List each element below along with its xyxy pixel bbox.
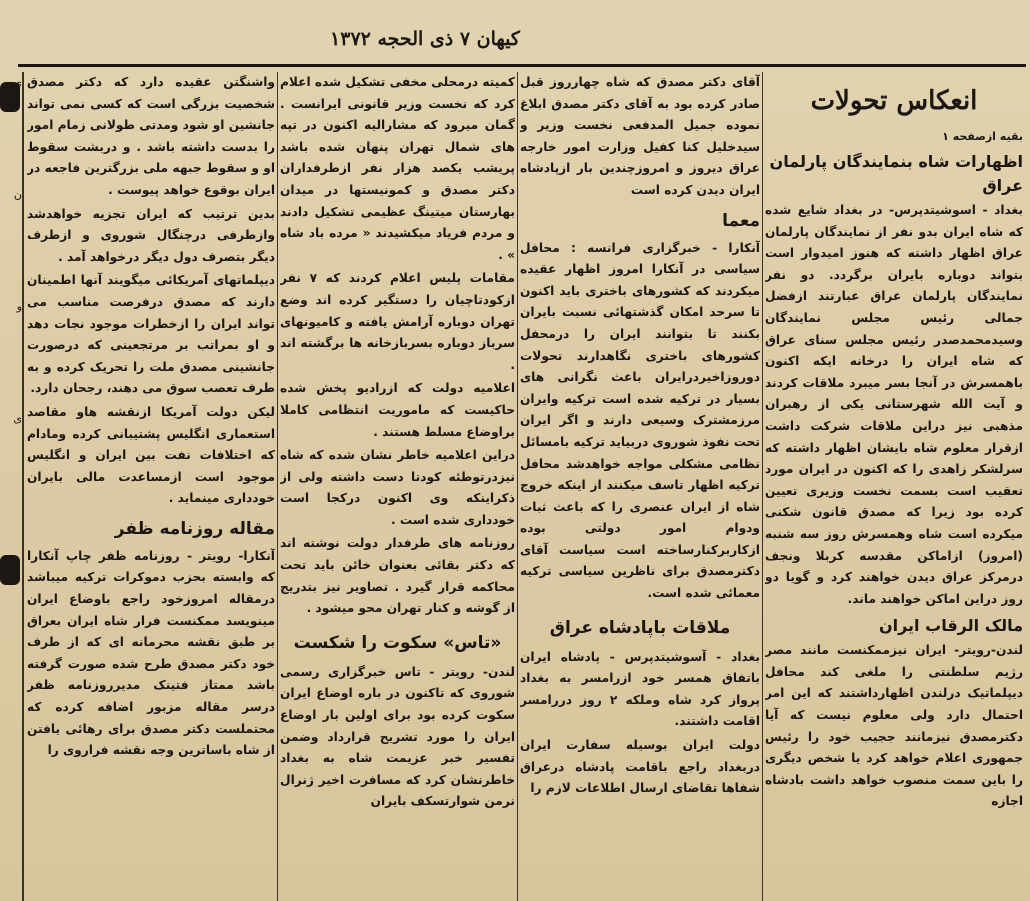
article-text: آنکارا - خبرگزاری فرانسه : محافل سیاسی در آنکارا امروز اظهار عقیده میکردند که کشورهای باختری باید اکنون تا سرحد امکان گذشتهائی نسبت بایران بکنند تا بتوانند ایران را درمحفل کشورهای باختری نگاهدارند تحولات دوروزاخیردرایران باعث نگرانی های بسیار در ترکیه شده است ترکیه وایران مرزمشترک وسیعی دارند و اگر ایران تحت نفوذ شوروی دربیاید ترکیه بامسائل نظامی مشکلی مواجه خواهدشد محافل ترکیه اظهار تاسف میکنند از اینکه خروج شاه از ایران عنصری را که باعث ثبات ودوام امور دولتی بوده ازکاربرکنارساخته است سیاست آقای دکترمصدق برای ناظرین سیاسی ترکیه معمائی شده است. xyxy=(520,240,760,601)
column-2 xyxy=(520,72,760,901)
column-rule xyxy=(277,72,278,901)
article-text: واشنگتن عقیده دارد که دکتر مصدق شخصیت بزرگی است که کسی نمی تواند جانشین او شود ومدتی طولانی زمام امور را بدست داشته باشد . و دربشت سقوط او و سقوط جبهه ملی بزرگترین فاجعه در ایران بوقوع خواهد پیوست . xyxy=(27,75,275,197)
column-rule xyxy=(22,72,24,901)
section-title: مالک الرقاب ایران xyxy=(878,616,1023,636)
section-title: معما xyxy=(722,210,760,231)
column-rule xyxy=(517,72,518,901)
edge-char: ی xyxy=(13,412,22,425)
masthead: کیهان ۷ ذی الحجه ۱۳۷۲ xyxy=(330,28,520,50)
column-4 xyxy=(27,72,275,901)
article-text: مقامات پلیس اعلام کردند که ۷ نفر ازکودتاچیان را دستگیر کرده اند وضع تهران دوباره آرامش یافته و کامیونهای سرباز دوباره بسربازخانه ها برگشته اند . xyxy=(280,271,515,372)
article-text: لندن-رویتر- ایران نیزممکنست مانند مصر رژیم سلطنتی را ملغی کند محافل دیپلماتیک درلندن اظهارداشتند که این امر احتمال دارد ولی معلوم نیست که آیا دکترمصدق نیزمانند ججیب خود را رئیس جمهوری اعلام خواهد کرد یا شخص دیگری را باین سمت منصوب خواهد داشت بادشاه اجازه xyxy=(765,643,1023,809)
article-text: دیپلماتهای آمریکائی میگویند آنها اطمینان دارند که مصدق درفرصت مناسب می تواند ایران را ازخطرات موجود نجات دهد و او بمراتب بر مرتجعینی که درصورت جانشینی مصدق ملت را تحریک کرده و به طرف تعصب سوق می دهند، رجحان دارد. xyxy=(27,273,275,396)
article-text: دولت ایران بوسیله سفارت ایران دربغداد راجع باقامت پادشاه درعراق شفاها تقاضای ارسال اطلاعات لازم را xyxy=(520,738,760,796)
article-text: لندن- رویتر - تاس خبرگزاری رسمی شوروی که تاکنون در باره اوضاع ایران سکوت کرده بود برای اولین بار اوضاع ایران را مورد تشریح قرارداد وضمن تفسیر خبر عزیمت شاه به بغداد خاطرنشان کرد که مسافرت اخیر ژنرال نرمن شوارتسکف بایران xyxy=(280,664,515,809)
main-headline: انعکاس تحولات xyxy=(810,86,978,116)
edge-char: و xyxy=(16,300,22,313)
section-title: مقاله روزنامه ظفر xyxy=(114,518,275,539)
article-text: دراین اعلامیه خاطر نشان شده که شاه نیزدرتوطئه کودتا دست داشته ولی از ذکراینکه وی اکنون درکجا است خودداری شده است . xyxy=(280,448,515,527)
article-text: بدین ترتیب که ایران تجزیه خواهدشد وازطرفی درچنگال شوروی و ازطرف دیگر بتصرف دول دیگر درخواهد آمد . xyxy=(27,206,275,264)
column-1 xyxy=(765,72,1023,901)
column-rule xyxy=(762,72,763,901)
top-rule xyxy=(18,64,1026,67)
article-text: اعلامیه دولت که ازرادیو پخش شده حاکیست که ماموریت انتظامی کاملا براوضاع مسلط هستند . xyxy=(280,381,515,439)
edge-fragment xyxy=(0,72,22,901)
article-text: بغداد - اسوشیتدپرس- در بغداد شایع شده که شاه ایران بدو نفر از نمایندگان پارلمان عراق اظهار داشته که هنوز امیدوار است بتواند دوباره بایران برگردد. دو نفر نمایندگان پارلمان عراق عبارتند ازفضل جمالی رئیس مجلس نمایندگان وسیدمحمدصدر رئیس مجلس سنای عراق که شاه ایران را درخانه ایکه اکنون باهمسرش در آنجا بسر میبرد ملاقات کردند و آیت الله شهرستانی یکی از رهبران مذهبی نیز دراین ملاقات شرکت داشت ازقرار معلوم شاه بایشان اظهار داشته که سرلشکر زاهدی را که اکنون در ایران مورد تعقیب است بسمت نخست وزیری تعیین کرده بود زیرا که مصدق قانون شکنی میکرده است شاه وهمسرش روز سه شنبه (امروز) ازاماکن مقدسه کربلا ونجف درمرکز عراق دیدن خواهند کرد و گویا دو روز دراین اماکن خواهند ماند. xyxy=(765,203,1023,606)
continuation-note: بقیه ازصفحه ۱ xyxy=(942,130,1023,143)
article-text: بغداد - آسوشیتدپرس - پادشاه ایران باتفاق همسر خود ازرامسر به بغداد پرواز کرد شاه وملکه ۲ روز دررامسر اقامت داشتند. xyxy=(520,649,760,729)
article-text: آقای دکتر مصدق که شاه چهارروز قبل صادر کرده بود به آقای دکتر مصدق ابلاغ نموده جمیل المدفعی نخست وزیر و سیدخلیل کنا کفیل وزارت امور خارجه عراق دیروز و امروزچندین بار ازپادشاه ایران دیدن کرده است xyxy=(520,75,760,197)
article-text: لیکن دولت آمریکا ازنقشه هاو مقاصد استعماری انگلیس پشتیبانی کرده ومادام که اختلافات نفت بین ایران و انگلیس موجود است ازمساعدت مالی بایران خودداری مینماید . xyxy=(27,404,275,506)
edge-char: ی xyxy=(13,76,22,89)
article-text: آنکارا- رویتر - روزنامه ظفر چاپ آنکارا که وابسته بحزب دموکرات ترکیه میباشد درمقاله امروزخود راجع باوضاع ایران مینویسد ممکنست فرار شاه ایران بعراق بر طبق نقشه محرمانه ای که از طرف خود دکتر مصدق طرح شده صورت گرفته باشد ممتاز فتینک مدیرروزنامه ظفر درسر مقاله مزبور اضافه کرده که محتملست دکتر مصدق برای رهائی یافتن از شاه باساترین وجه نقشه فراروی را xyxy=(27,548,275,758)
section-title: «تاس» سکوت را شکست xyxy=(293,632,502,653)
section-title: اظهارات شاه بنمایندگان پارلمان عراق xyxy=(769,152,1023,195)
section-title: ملاقات باپادشاه عراق xyxy=(549,617,731,638)
edge-char: ن xyxy=(13,188,22,201)
column-3 xyxy=(280,72,515,901)
article-text: روزنامه های طرفدار دولت نوشته اند که دکتر بقائی بعنوان خائن باید تحت محاکمه قرار گیرد . تصاویر نیز بتدریج از گوشه و کنار تهران محو میشود . xyxy=(280,536,515,616)
article-text: کمیته درمحلی مخفی تشکیل شده اعلام کرد که نخست وزیر قانونی ایرانست . گمان میرود که مشارالیه اکنون در تپه های شمال تهران پنهان شده باشد پریشب یکصد هزار نفر ازطرفداران دکتر مصدق و کمونیستها در میدان بهارستان میتینگ عظیمی تشکیل دادند و مردم فریاد میکشیدند « مرده باد شاه » . xyxy=(280,75,515,262)
